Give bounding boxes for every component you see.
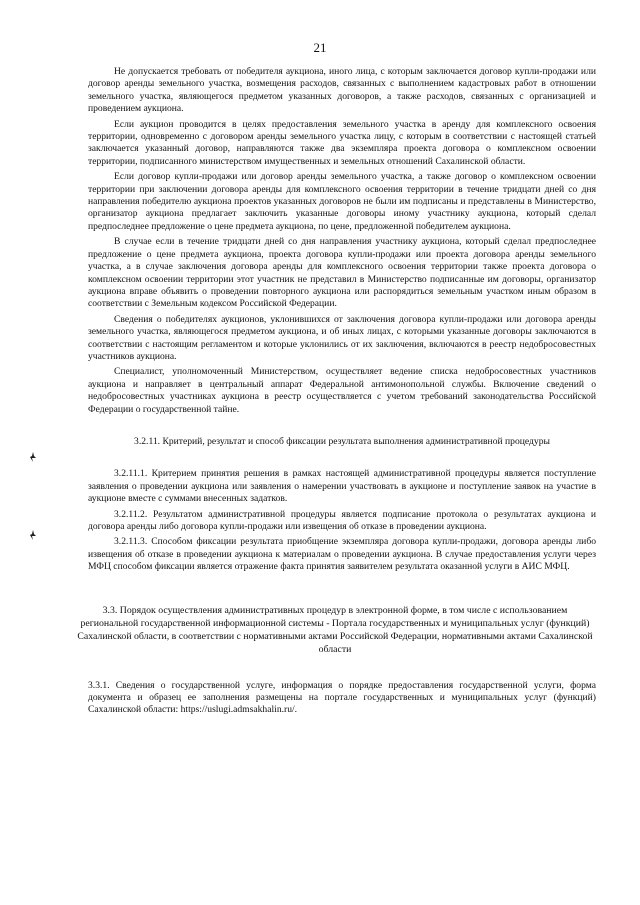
subparagraph: 3.2.11.3. Способом фиксации результата приобщение экземпляра договора купли-продажи, договора аренды либо извещения об отказе в проведении аукциона к материалам о проведении аукциона. В случае предоставления услуги через МФЦ способом фиксации является отражение факта принятия заявителем результата оказанной услуги в АИС МФЦ.: [88, 536, 596, 573]
paragraph: В случае если в течение тридцати дней со дня направления участнику аукциона, который сделал предпоследнее предложение о цене предмета аукциона, проекта договора купли-продажи или проекта договора аренды земельного участка, а в случае заключения договора аренды для комплексного освоения территории также проекта договора о комплексном освоении территории этот участник не представил в Министерство подписанные им договоры, организатор аукциона вправе объявить о проведении повторного аукциона или распорядиться земельным участком иным образом в соответствии с Земельным кодексом Российской Федерации.: [88, 236, 596, 310]
paragraph-3-3-1: 3.3.1. Сведения о государственной услуге, информация о порядке предоставления государственной услуги, форма документа и образец ее заполнения размещены на портале государственных и муниципальных услуг (функций) Сахалинской области: https://uslugi.admsakhalin.ru/.: [88, 679, 596, 716]
paragraph: Сведения о победителях аукционов, уклонившихся от заключения договора купли-продажи или договора аренды земельного участка, являющегося предметом аукциона, и об иных лицах, с которыми указанные договоры заключаются в соответствии с настоящим регламентом и которые уклонились от их заключения, включаются в реестр недобросовестных участников аукциона.: [88, 313, 596, 362]
paragraph: Если аукцион проводится в целях предоставления земельного участка в аренду для комплексного освоения территории, одновременно с договором аренды земельного участка лицу, с которым в соответствии с настоящей статьей заключается указанный договор, направляются также два экземпляра проекта договора о комплексном освоении территории, подписанного министерством имущественных и земельных отношений Сахалинской области.: [88, 118, 596, 167]
section-heading-3-2-11: 3.2.11. Критерий, результат и способ фиксации результата выполнения административной процедуры: [134, 435, 550, 447]
paragraph: Не допускается требовать от победителя аукциона, иного лица, с которым заключается договор купли-продажи или договор аренды земельного участка, возмещения расходов, связанных с выполнением кадастровых работ в отношении земельного участка, являющегося предметом указанных договоров, а также расходов, связанных с организацией и проведением аукциона.: [88, 66, 596, 115]
page-number: 21: [313, 40, 327, 55]
subsection-3-2-11: [88, 468, 596, 573]
section-heading-3-3: 3.3. Порядок осуществления административных процедур в электронной форме, в том числе с использованием региональной государственной информационной системы - Портала государственных и муниципальных услуг (функций) Сахалинской области, в соответствии с нормативными актами Российской Федерации, нормативными актами Сахалинской области: [77, 604, 593, 655]
document-body: [77, 66, 596, 720]
subparagraph: 3.2.11.2. Результатом административной процедуры является подписание протокола о результатах аукциона и договора аренды либо договора купли-продажи или извещения об отказе в проведении аукциона.: [88, 508, 596, 532]
scan-mark: [30, 452, 36, 462]
scan-mark: [30, 530, 36, 540]
subparagraph: 3.2.11.1. Критерием принятия решения в рамках настоящей административной процедуры является поступление заявления о проведении аукциона или заявления о намерении участвовать в аукционе и поступление заявок на участие в аукционе вместе с суммами внесенных задатков.: [88, 468, 596, 505]
paragraph: Специалист, уполномоченный Министерством, осуществляет ведение списка недобросовестных участников аукциона и направляет в центральный аппарат Федеральной антимонопольной службы. Включение сведений о недобросовестных участниках аукциона в реестр осуществляется с учетом требований законодательства Российской Федерации о государственной тайне.: [88, 366, 596, 415]
paragraph: Если договор купли-продажи или договор аренды земельного участка, а также договор о комплексном освоении территории при заключении договора аренды для комплексного освоения территории в течение тридцати дней со дня направления победителю аукциона проектов указанных договоров не были им подписаны и представлены в Министерство, организатор аукциона предлагает заключить указанные договоры иному участнику аукциона, который сделал предпоследнее предложение о цене предмета аукциона, по цене, предложенной победителем аукциона.: [88, 171, 596, 232]
